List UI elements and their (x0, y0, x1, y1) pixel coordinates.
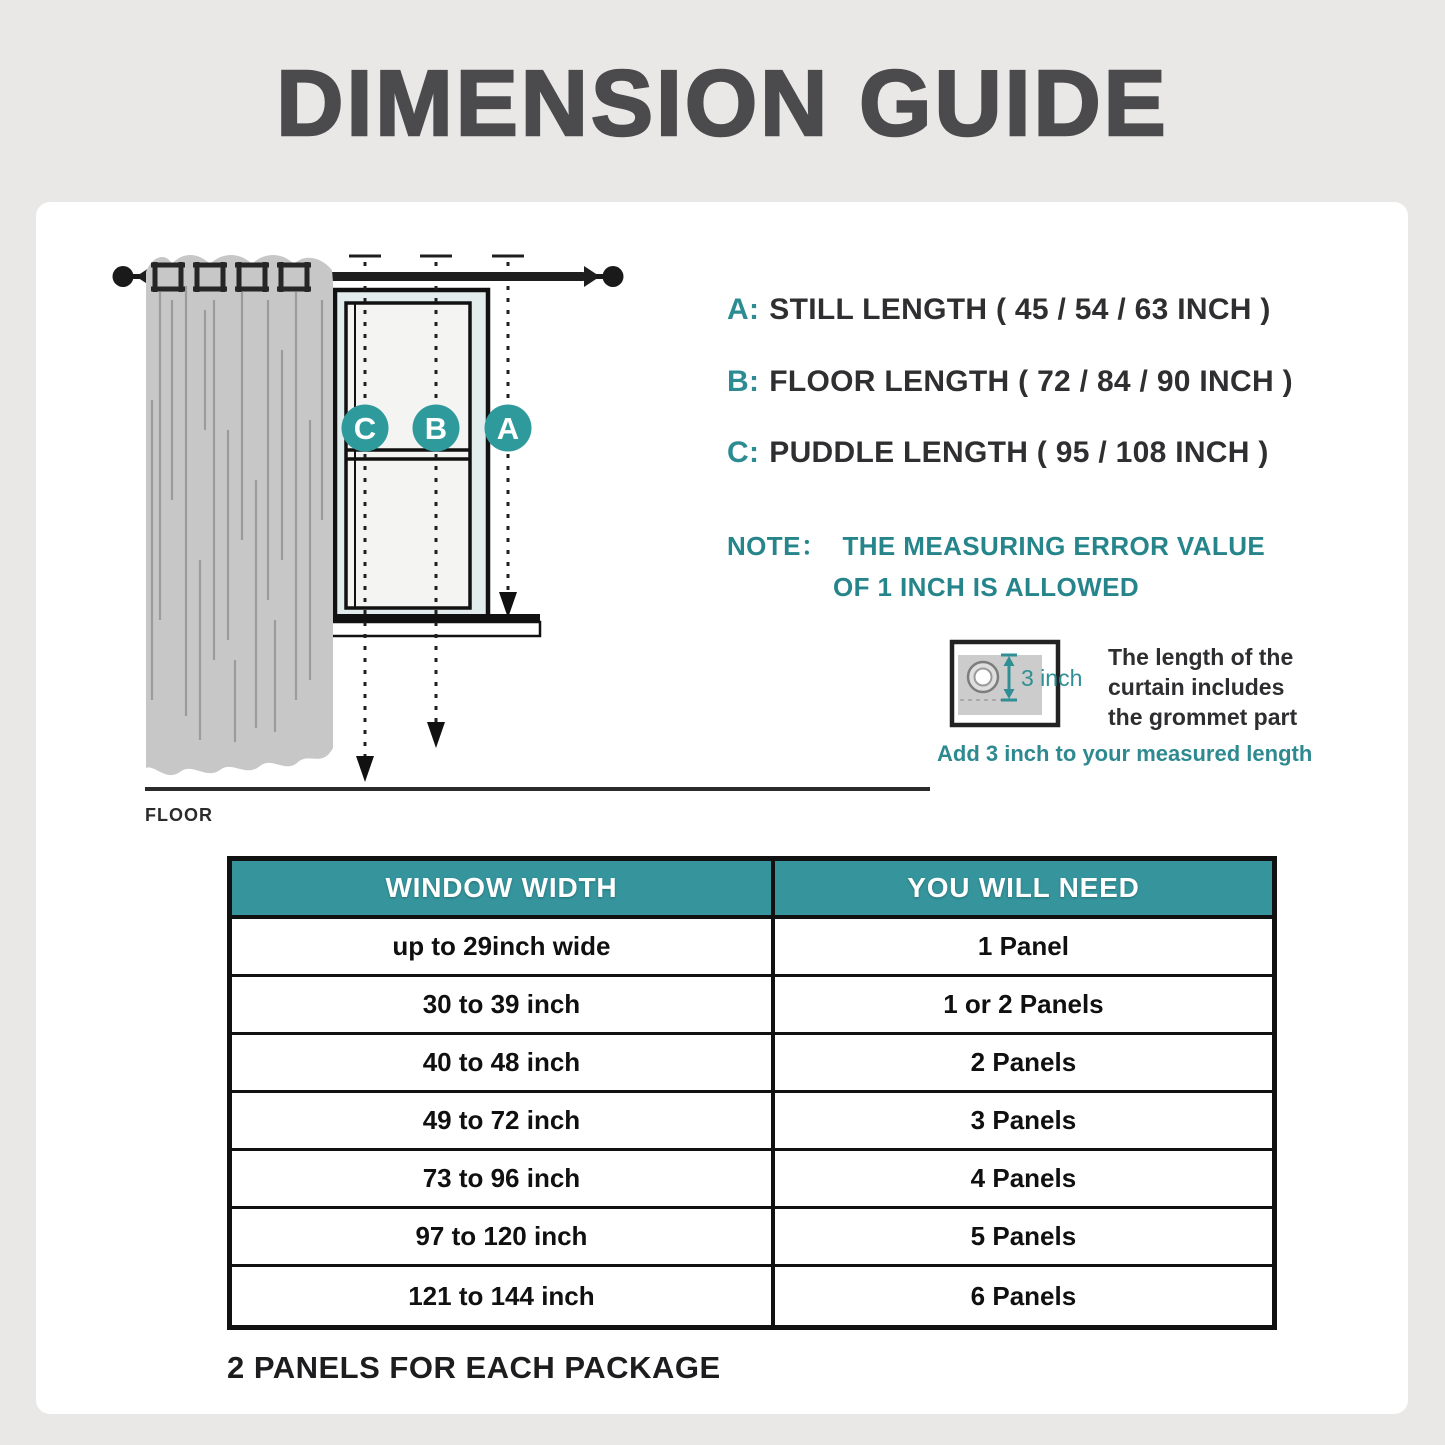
measure-markers (342, 405, 532, 452)
note-line-2: OF 1 INCH IS ALLOWED (833, 572, 1140, 602)
window-width-cell: 30 to 39 inch (232, 977, 775, 1035)
grommet-measure-label: 3 inch (1021, 665, 1083, 691)
window-width-cell: 97 to 120 inch (232, 1209, 775, 1267)
grommet-tip: Add 3 inch to your measured length (937, 741, 1313, 766)
grommet-desc-line-3: the grommet part (1108, 704, 1298, 730)
legend-prefix-c: C: (727, 436, 760, 469)
panels-needed-cell: 6 Panels (775, 1267, 1272, 1325)
table-footnote: 2 PANELS FOR EACH PACKAGE (227, 1350, 721, 1385)
grommet-desc-line-1: The length of the (1108, 644, 1294, 670)
legend-prefix-a: A: (727, 293, 760, 326)
marker-b-label: B (424, 411, 448, 446)
grommet-desc-line-2: curtain includes (1108, 674, 1285, 700)
marker-a-label: A (496, 411, 520, 446)
panels-needed-cell: 1 Panel (775, 919, 1272, 977)
panels-needed-cell: 4 Panels (775, 1151, 1272, 1209)
panel-size-table (227, 856, 1277, 1330)
legend-item-still-length (727, 293, 1271, 327)
window-width-cell: 49 to 72 inch (232, 1093, 775, 1151)
window-width-cell: 73 to 96 inch (232, 1151, 775, 1209)
panels-needed-cell: 1 or 2 Panels (775, 977, 1272, 1035)
panels-needed-cell: 5 Panels (775, 1209, 1272, 1267)
legend-item-floor-length (727, 365, 1293, 399)
grommet-diagram (930, 630, 1110, 740)
panels-needed-cell: 3 Panels (775, 1093, 1272, 1151)
marker-c-label: C (353, 411, 377, 446)
window-width-cell: 121 to 144 inch (232, 1267, 775, 1325)
note-line-1: NOTE： THE MEASURING ERROR VALUE (727, 531, 1266, 561)
grommet-ring-icon (968, 662, 998, 692)
page-title: DIMENSION GUIDE (276, 51, 1169, 155)
legend-item-puddle-length (727, 436, 1269, 470)
legend-label-a: STILL LENGTH ( 45 / 54 / 63 INCH ) (769, 293, 1271, 326)
floor-label: FLOOR (145, 805, 213, 825)
curtain-panel (146, 255, 333, 775)
table-header-you-will-need: YOU WILL NEED (775, 861, 1272, 919)
legend-prefix-b: B: (727, 365, 760, 398)
grommet-description (1108, 642, 1297, 732)
table-header-window-width: WINDOW WIDTH (232, 861, 775, 919)
window-width-cell: up to 29inch wide (232, 919, 775, 977)
legend-label-c: PUDDLE LENGTH ( 95 / 108 INCH ) (769, 436, 1269, 469)
legend-label-b: FLOOR LENGTH ( 72 / 84 / 90 INCH ) (769, 365, 1293, 398)
window-width-cell: 40 to 48 inch (232, 1035, 775, 1093)
window-frame (335, 290, 488, 620)
panels-needed-cell: 2 Panels (775, 1035, 1272, 1093)
